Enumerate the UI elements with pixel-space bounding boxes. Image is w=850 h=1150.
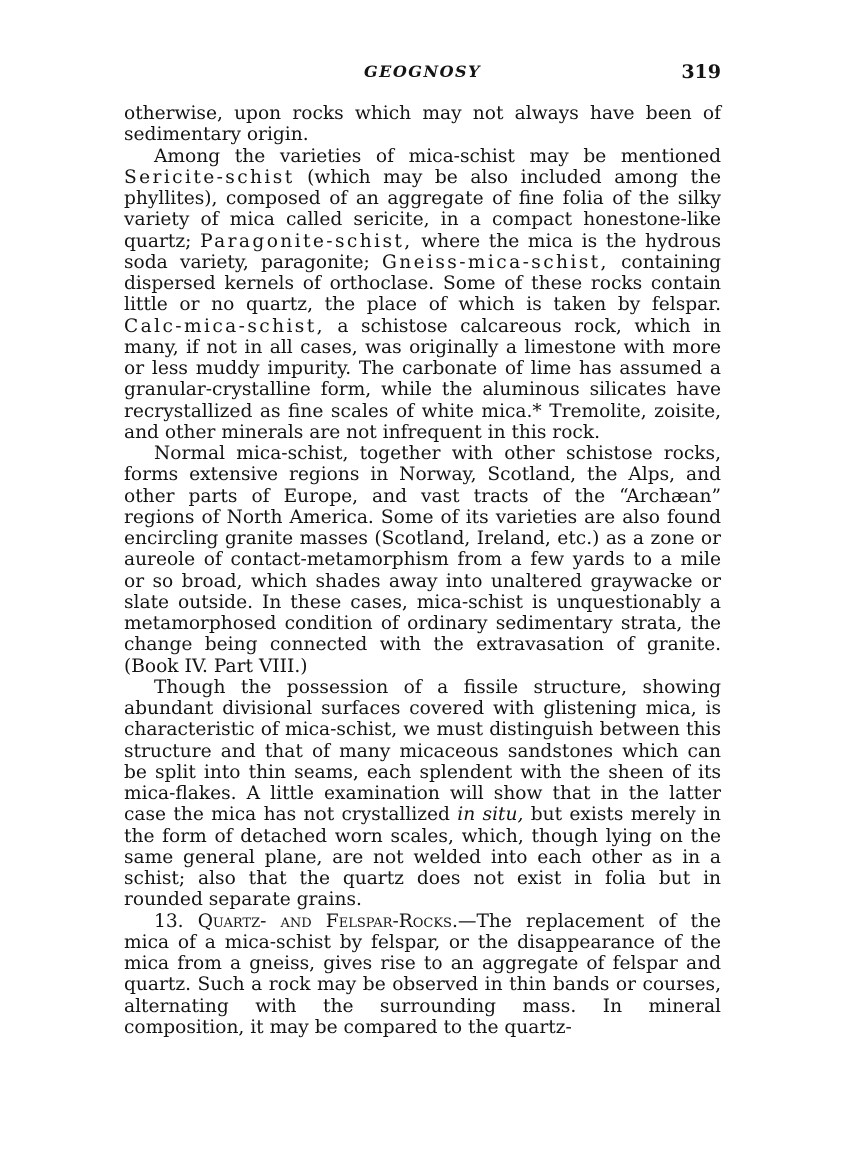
body-text xyxy=(124,103,721,1038)
paragraph-section-13 xyxy=(124,911,721,1039)
text-run: The replacement of the mica of a mica-schist by felspar, or the disappearance of the mica from a gneiss, gives rise to an aggregate of felspar and quartz. Such a rock may be observed in thin bands or courses, alternating with the surrounding mass. In mineral composition, it may be compared to the quartz- xyxy=(124,910,721,1038)
text-run: Among the varieties of mica-schist may be mentioned xyxy=(154,145,721,167)
text-run: Though the possession of a fissile structure, showing abundant divisional surfaces covered with glistening mica, is characteristic of mica-schist, we must distinguish between this structure and that of many micaceous sandstones which can be split into thin seams, each splendent with the sheen of its mica-flakes. A little examination will show that in the latter case the mica has not crystallized xyxy=(124,676,721,826)
paragraph-fissile-structure xyxy=(124,677,721,911)
text-run: containing dispersed kernels of orthoclase. Some of these rocks contain little or no quartz, the place of which is taken by felspar. xyxy=(124,251,721,316)
section-heading: Quartz- and Felspar-Rocks. xyxy=(197,910,458,932)
page-header xyxy=(124,62,721,90)
paragraph-continuation: otherwise, upon rocks which may not always have been of sedimentary origin. xyxy=(124,103,721,146)
term-paragonite-schist: Paragonite-schist, xyxy=(200,230,413,252)
running-head: GEOGNOSY xyxy=(364,62,481,81)
text-run: but exists merely in the form of detached worn scales, which, though lying on the same general plane, are not welded into each other as in a schist; also that the quartz does not exist in folia but in rounded separate grains. xyxy=(124,804,721,911)
section-number: 13. xyxy=(154,910,184,932)
term-calc-mica-schist: Calc-mica-schist, xyxy=(124,315,325,337)
term-sericite-schist: Sericite-schist xyxy=(124,166,295,188)
italic-in-situ: in situ, xyxy=(457,804,524,826)
paragraph-mica-schist-varieties xyxy=(124,146,721,444)
text-run: a schistose calcareous rock, which in many, if not in all cases, was originally a limestone with more or less muddy impurity. The carbonate of lime has assumed a granular-crystalline form, while the aluminous silicates have recrystallized as fine scales of white mica.* Tremolite, zoisite, and other minerals are not infrequent in this rock. xyxy=(124,315,721,443)
paragraph-distribution: Normal mica-schist, together with other schistose rocks, forms extensive regions in Norway, Scotland, the Alps, and other parts of Europe, and vast tracts of the “Archæan” regions of North America. Some of its varieties are also found encircling granite masses (Scotland, Ireland, etc.) as a zone or aureole of contact-metamorphism from a few yards to a mile or so broad, which shades away into unaltered graywacke or slate outside. In these cases, mica-schist is unquestionably a metamorphosed condition of ordinary sedimentary strata, the change being connected with the extravasation of granite. (Book IV. Part VIII.) xyxy=(124,443,721,677)
page-number: 319 xyxy=(681,61,721,83)
term-gneiss-mica-schist: Gneiss-mica-schist, xyxy=(381,251,609,273)
text-run: where the mica is the hydrous soda variety, paragonite; xyxy=(124,230,721,273)
em-dash: — xyxy=(457,910,477,932)
text-run: (which may be also included among the phyllites), composed of an aggregate of fine folia of the silky variety of mica called sericite, in a compact honestone-like quartz; xyxy=(124,166,721,252)
